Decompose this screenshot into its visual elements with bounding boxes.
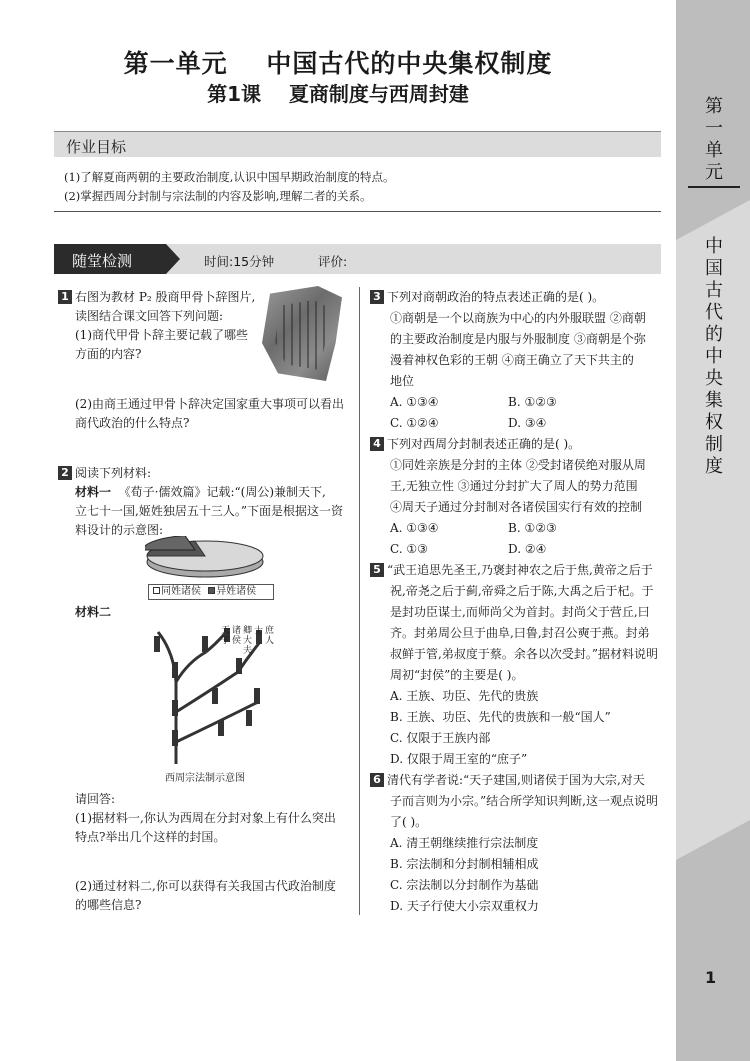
q4-option-d: D. ②④ [508, 542, 547, 556]
q4-option-b: B. ①②③ [508, 521, 557, 535]
material1-text-a: 《荀子·儒效篇》记载:“(周公)兼制天下, [118, 485, 326, 499]
material1-text-b: 立七十一国,姬姓独居五十三人。”下面是根据这一资 [75, 504, 343, 518]
side-tab-diagonal-lower [676, 820, 750, 860]
q3-line4: 地位 [390, 374, 415, 388]
page-number: 1 [705, 968, 717, 987]
goals-divider [54, 211, 661, 212]
q6-line1-row [370, 771, 645, 790]
q2-material1-line1 [75, 483, 326, 502]
q1-sub2a: (2)由商王通过甲骨卜辞决定国家重大事项可以看出 [75, 397, 344, 411]
q6-line3: 了( )。 [390, 815, 428, 829]
q1-sub1b: 方面的内容? [75, 347, 142, 361]
q6-line2: 子而言则为小宗。”结合所学知识判断,这一观点说明 [390, 794, 658, 808]
lesson-title: 第1课 夏商制度与西周封建 [207, 82, 469, 106]
figure-5 [236, 658, 242, 674]
q6-option-b: B. 宗法制和分封制相辅相成 [390, 857, 539, 871]
figure-1 [154, 636, 160, 652]
figure-8 [212, 688, 218, 704]
q3-stem: 下列对商朝政治的特点表述正确的是( )。 [387, 290, 605, 304]
q2-sub2a: (2)通过材料二,你可以获得有关我国古代政治制度 [75, 879, 336, 893]
legend-other-surname: 异姓诸侯 [216, 586, 257, 597]
material1-text-c: 料设计的示意图: [75, 523, 164, 537]
q2-sub1a: (1)据材料一,你认为西周在分封对象上有什么突出 [75, 811, 336, 825]
clan-tree-caption: 西周宗法制示意图 [165, 773, 245, 784]
q5-line6: 周初“封侯”的主要是( )。 [390, 668, 524, 682]
figure-2 [172, 662, 178, 678]
side-unit-label: 第一单元 [705, 96, 723, 183]
tree-label-qingdafu: 卿大夫 [243, 626, 253, 656]
side-topic-label: 中国古代的中央集权制度 [705, 236, 723, 477]
q3-line2: 的主要政治制度是内服与外服制度 ③商朝是个弥 [390, 332, 646, 346]
q1-intro-line [58, 288, 255, 307]
figure-11 [218, 720, 224, 736]
q5-line4: 齐。封弟周公旦于曲阜,曰鲁,封召公奭于燕。封弟 [390, 626, 650, 640]
tree-label-tianzi: 天子 [221, 626, 231, 646]
side-divider [688, 186, 740, 188]
check-heading: 随堂检测 [54, 244, 166, 274]
column-divider [359, 287, 360, 915]
q5-line1-row [370, 561, 653, 580]
q2-intro-line [58, 464, 151, 483]
goal-item-1: (1)了解夏商两朝的主要政治制度,认识中国早期政治制度的特点。 [64, 170, 395, 184]
q1-intro: 右图为教材 P₂ 殷商甲骨卜辞图片, [75, 290, 256, 304]
q4-line2: 王,无独立性 ③通过分封扩大了周人的势力范围 [390, 479, 638, 493]
q5-option-b: B. 王族、功臣、先代的贵族和一般“国人” [390, 710, 611, 724]
side-tab-bottom [676, 860, 750, 1061]
q5-number: 5 [370, 563, 384, 577]
tree-level-labels [221, 626, 274, 656]
q3-line1: ①商朝是一个以商族为中心的内外服联盟 ②商朝 [390, 311, 646, 325]
feudal-pie-chart [145, 536, 275, 582]
q3-number: 3 [370, 290, 384, 304]
legend-swatch-same [153, 587, 160, 594]
goal-item-2: (2)掌握西周分封制与宗法制的内容及影响,理解二者的关系。 [64, 189, 372, 203]
q4-stem-line [370, 435, 580, 454]
tree-label-shi: 士 [254, 626, 264, 636]
q2-sub1b: 特点?举出几个这样的封国。 [75, 830, 226, 844]
q5-option-c: C. 仅限于王族内部 [390, 731, 491, 745]
unit-title: 第一单元 中国古代的中央集权制度 [123, 49, 553, 78]
q1-sub2b: 商代政治的什么特点? [75, 416, 190, 430]
q1-sub1a: (1)商代甲骨卜辞主要记载了哪些 [75, 328, 248, 342]
q4-option-c: C. ①③ [390, 542, 428, 556]
q6-option-c: C. 宗法制以分封制作为基础 [390, 878, 539, 892]
legend-swatch-other [208, 587, 215, 594]
q5-line2: 祝,帝尧之后于蓟,帝舜之后于陈,大禹之后于杞。于 [390, 584, 654, 598]
q4-line1: ①同姓亲族是分封的主体 ②受封诸侯绝对服从周 [390, 458, 646, 472]
q4-number: 4 [370, 437, 384, 451]
figure-9 [254, 688, 260, 704]
legend-same-surname: 同姓诸侯 [161, 586, 201, 597]
q3-option-d: D. ③④ [508, 416, 547, 430]
material1-label: 材料一 [75, 485, 112, 499]
q3-line3: 漫着神权色彩的王朝 ④商王确立了天下共主的 [390, 353, 634, 367]
q4-option-a: A. ①③④ [390, 521, 439, 535]
figure-3 [202, 636, 208, 652]
goals-header [54, 131, 661, 157]
q2-number: 2 [58, 466, 72, 480]
q6-option-a: A. 清王朝继续推行宗法制度 [390, 836, 539, 850]
q5-line1: “武王追思先圣王,乃褒封神农之后于焦,黄帝之后于 [387, 563, 653, 577]
q2-ask: 请回答: [75, 792, 116, 806]
q3-option-c: C. ①②④ [390, 416, 439, 430]
q3-option-b: B. ①②③ [508, 395, 557, 409]
q6-number: 6 [370, 773, 384, 787]
pie-slice-other-surname-raised [145, 536, 195, 550]
goals-heading: 作业目标 [66, 138, 127, 156]
q3-option-a: A. ①③④ [390, 395, 439, 409]
q2-intro: 阅读下列材料: [75, 466, 152, 480]
figure-12 [246, 710, 252, 726]
q3-stem-line [370, 288, 604, 307]
tree-label-zhuhou: 诸侯 [232, 626, 242, 646]
check-rating: 评价: [318, 254, 348, 269]
figure-7 [172, 700, 178, 716]
tree-label-shuren: 庶人 [265, 626, 275, 646]
q2-sub2b: 的哪些信息? [75, 898, 142, 912]
q6-option-d: D. 天子行使大小宗双重权力 [390, 899, 539, 913]
q1-number: 1 [58, 290, 72, 304]
q5-option-d: D. 仅限于周王室的“庶子” [390, 752, 528, 766]
q1-intro2: 读图结合课文回答下列问题: [75, 309, 224, 323]
q5-line5: 叔鲜于管,弟叔度于蔡。余各以次受封。”据材料说明 [390, 647, 658, 661]
q5-option-a: A. 王族、功臣、先代的贵族 [390, 689, 539, 703]
q5-line3: 是封功臣谋士,而师尚父为首封。封尚父于营丘,曰 [390, 605, 650, 619]
material2-label: 材料二 [75, 605, 112, 619]
q6-line1: 清代有学者说:“天子建国,则诸侯于国为大宗,对天 [387, 773, 645, 787]
check-time: 时间:15分钟 [204, 254, 275, 269]
q4-line3: ④周天子通过分封制对各诸侯国实行有效的控制 [390, 500, 643, 514]
side-tab-diagonal [676, 200, 750, 240]
figure-10 [172, 730, 178, 746]
q4-stem: 下列对西周分封制表述正确的是( )。 [387, 437, 581, 451]
pie-legend [148, 584, 274, 600]
